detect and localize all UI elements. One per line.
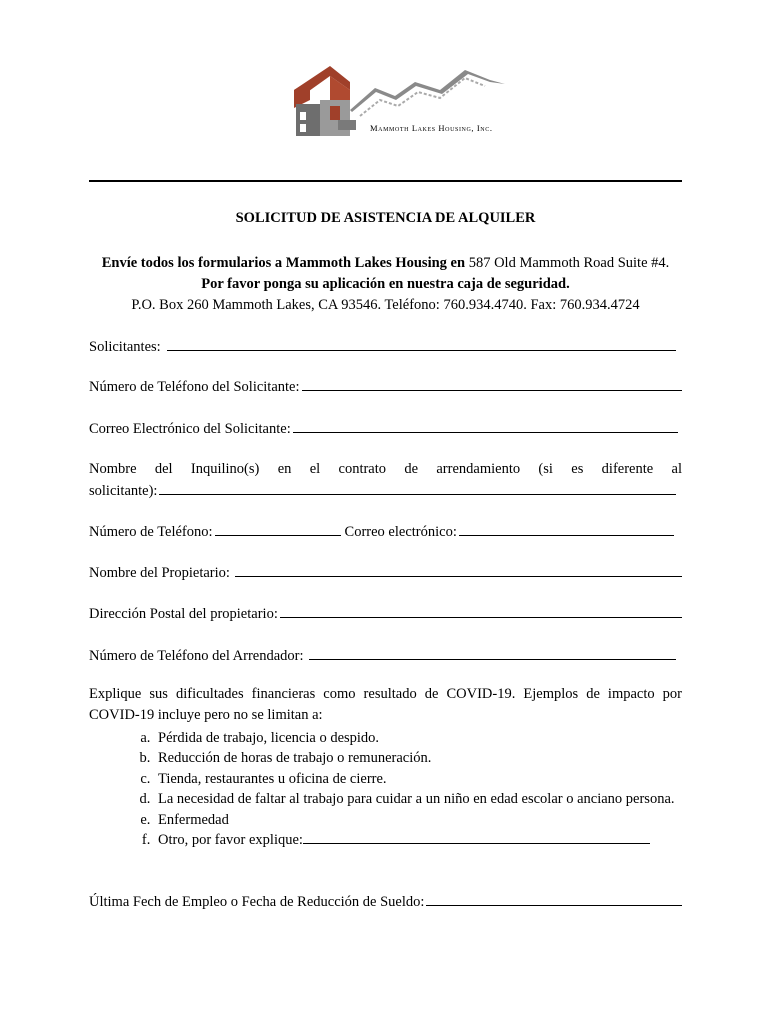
logo-text: Mammoth Lakes Housing, Inc. — [370, 123, 493, 133]
owner-address-input-line[interactable] — [280, 605, 682, 618]
intro-address: 587 Old Mammoth Road Suite #4. — [465, 255, 670, 271]
phone-label: Número de Teléfono: — [89, 524, 213, 540]
applicant-phone-label: Número de Teléfono del Solicitante: — [89, 379, 300, 395]
phone-email-field — [89, 523, 682, 541]
header-rule — [89, 180, 682, 182]
applicant-phone-field — [89, 378, 682, 396]
list-item: e. Enfermedad — [154, 810, 706, 830]
applicants-label: Solicitantes: — [89, 339, 161, 355]
email-input-line[interactable] — [459, 523, 674, 536]
applicants-input-line[interactable] — [167, 338, 676, 351]
intro-contact-line: P.O. Box 260 Mammoth Lakes, CA 93546. Teléfono: 760.934.4740. Fax: 760.934.4724 — [131, 297, 640, 313]
mammoth-lakes-housing-logo — [290, 60, 520, 150]
hardship-description: Explique sus dificultades financieras como resultado de COVID-19. Ejemplos de impacto por COVID-19 incluye pero no se limitan a: — [89, 686, 682, 723]
hardship-examples-list — [130, 728, 706, 850]
owner-address-field — [89, 605, 682, 623]
applicant-email-field — [89, 420, 682, 438]
landlord-phone-label: Número de Teléfono del Arrendador: — [89, 648, 304, 664]
list-item: a. Pérdida de trabajo, licencia o despido. — [154, 728, 706, 748]
list-item: d. La necesidad de faltar al trabajo para cuidar a un niño en edad escolar o anciano persona. — [154, 789, 706, 809]
applicant-email-input-line[interactable] — [293, 420, 678, 433]
page-title: SOLICITUD DE ASISTENCIA DE ALQUILER — [235, 210, 536, 226]
tenant-name-label: solicitante): — [89, 483, 158, 499]
landlord-phone-input-line[interactable] — [309, 647, 676, 660]
tenant-name-line1: Nombre del Inquilino(s) en el contrato de arrendamiento (si es diferente al — [89, 461, 682, 477]
landlord-phone-field — [89, 647, 682, 665]
applicant-phone-input-line[interactable] — [302, 378, 682, 391]
other-label: Otro, por favor explique: — [158, 832, 303, 849]
last-employment-field — [89, 893, 682, 911]
owner-name-label: Nombre del Propietario: — [89, 565, 230, 581]
list-item-other — [154, 830, 706, 850]
other-explain-input-line[interactable] — [303, 831, 650, 844]
intro-bold-2: Por favor ponga su aplicación en nuestra caja de seguridad. — [201, 276, 570, 292]
intro-bold-1: Envíe todos los formularios a Mammoth Lakes Housing en — [101, 255, 466, 271]
last-employment-input-line[interactable] — [426, 893, 682, 906]
intro-text — [89, 253, 682, 316]
owner-address-label: Dirección Postal del propietario: — [89, 606, 278, 622]
email-label: Correo electrónico: — [344, 524, 457, 540]
tenant-name-field — [89, 482, 682, 500]
owner-name-field — [89, 564, 682, 582]
applicant-email-label: Correo Electrónico del Solicitante: — [89, 421, 291, 437]
owner-name-input-line[interactable] — [235, 564, 682, 577]
list-item: c. Tienda, restaurantes u oficina de cierre. — [154, 769, 706, 789]
phone-input-line[interactable] — [215, 523, 341, 536]
applicants-field — [89, 338, 682, 356]
last-employment-label: Última Fech de Empleo o Fecha de Reducción de Sueldo: — [89, 894, 425, 910]
list-item: b. Reducción de horas de trabajo o remuneración. — [154, 748, 706, 768]
tenant-name-input-line[interactable] — [159, 482, 676, 495]
